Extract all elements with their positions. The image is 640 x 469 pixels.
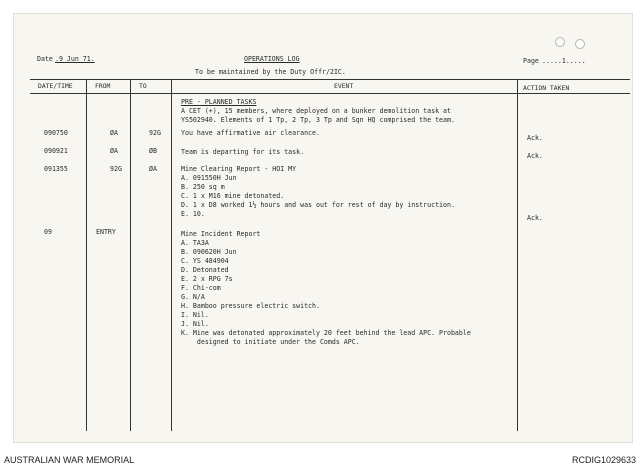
row-event-line: D. 1 x D8 worked 1½ hours and was out for rest of day by instruction. xyxy=(181,201,455,209)
row-time: 090750 xyxy=(44,129,68,137)
table-top-border xyxy=(30,79,630,80)
row-from: ØA xyxy=(110,147,118,155)
row-time: 090921 xyxy=(44,147,68,155)
column-header-to: TO xyxy=(139,82,147,90)
archive-credit: AUSTRALIAN WAR MEMORIAL xyxy=(4,455,135,465)
page-subtitle: To be maintained by the Duty Offr/2IC. xyxy=(195,68,346,76)
row-from: 92G xyxy=(110,165,122,173)
intro-line: A CET (+), 15 members, where deployed on a bunker demolition task at xyxy=(181,107,451,115)
column-divider-to xyxy=(130,79,131,431)
column-header-event: EVENT xyxy=(334,82,354,90)
row-event-line: C. YS 484904 xyxy=(181,257,229,265)
row-time: 09 xyxy=(44,228,52,236)
row-event-line: A. 091550H Jun xyxy=(181,174,237,182)
row-event-line: designed to initiate under the Comds APC. xyxy=(181,338,360,346)
row-event-line: B. 250 sq m xyxy=(181,183,225,191)
column-header-datetime: DATE/TIME xyxy=(38,82,73,90)
row-to: ØA xyxy=(149,165,157,173)
row-event-line: Mine Incident Report xyxy=(181,230,261,238)
row-time: 091355 xyxy=(44,165,68,173)
row-event-line: I. Nil. xyxy=(181,311,209,319)
column-divider-from xyxy=(86,79,87,431)
row-event-line: Mine Clearing Report - HOI MY xyxy=(181,165,297,173)
intro-line: YS502940. Elements of 1 Tp, 2 Tp, 3 Tp and Sqn HQ comprised the team. xyxy=(181,116,455,124)
row-to: ØB xyxy=(149,147,157,155)
row-event-line: K. Mine was detonated approximately 20 feet behind the lead APC. Probable xyxy=(181,329,471,337)
row-event-line: Team is departing for its task. xyxy=(181,148,305,156)
table-header-border xyxy=(30,93,630,94)
column-divider-event xyxy=(171,79,172,431)
punch-hole-right xyxy=(575,39,585,49)
page-title: OPERATIONS LOG xyxy=(244,55,300,63)
column-header-action: ACTION TAKEN xyxy=(523,84,570,92)
row-event-line: G. N/A xyxy=(181,293,205,301)
row-event-line: E. 10. xyxy=(181,210,205,218)
page-number-label: Page xyxy=(523,57,539,65)
row-to: 92G xyxy=(149,129,161,137)
row-from: ØA xyxy=(110,129,118,137)
date-label: Date xyxy=(37,55,53,63)
row-action: Ack. xyxy=(527,152,543,160)
row-action: Ack. xyxy=(527,134,543,142)
column-divider-action xyxy=(517,79,518,431)
row-event-line: F. Chi-com xyxy=(181,284,221,292)
row-event-line: You have affirmative air clearance. xyxy=(181,129,320,137)
date-value: .9 Jun 71. xyxy=(55,55,95,63)
row-event-line: J. Nil. xyxy=(181,320,209,328)
row-event-line: E. 2 x RPG 7s xyxy=(181,275,233,283)
page-number-value: .....1..... xyxy=(542,57,586,65)
punch-hole-left xyxy=(555,37,565,47)
row-event-line: D. Detonated xyxy=(181,266,229,274)
row-event-line: A. TA3A xyxy=(181,239,209,247)
archive-id: RCDIG1029633 xyxy=(571,455,636,465)
row-action: Ack. xyxy=(527,214,543,222)
row-from: ENTRY xyxy=(96,228,116,236)
intro-heading: PRE - PLANNED TASKS xyxy=(181,98,257,106)
row-event-line: B. 090620H Jun xyxy=(181,248,237,256)
row-event-line: H. Bamboo pressure electric switch. xyxy=(181,302,320,310)
column-header-from: FROM xyxy=(95,82,111,90)
row-event-line: C. 1 x M16 mine detonated. xyxy=(181,192,285,200)
